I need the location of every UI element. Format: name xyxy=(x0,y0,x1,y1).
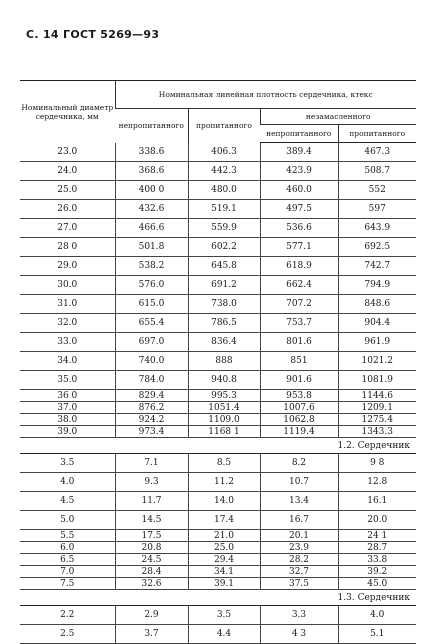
table-cell: 901.6 xyxy=(260,371,338,390)
table-cell: 37.5 xyxy=(260,578,338,590)
table-cell: 33.8 xyxy=(338,554,416,566)
table-cell: 643.9 xyxy=(338,219,416,238)
table-cell: 28.2 xyxy=(260,554,338,566)
table-cell: 24 1 xyxy=(338,530,416,542)
table-cell: 11.7 xyxy=(115,492,188,511)
table-row xyxy=(20,314,416,333)
table-cell: 27.0 xyxy=(20,219,115,238)
table-cell: 4 3 xyxy=(260,625,338,644)
table-cell: 3.5 xyxy=(20,454,115,473)
table-row xyxy=(20,554,416,566)
table-row xyxy=(20,473,416,492)
table-cell: 423.9 xyxy=(260,162,338,181)
table-cell: 406.3 xyxy=(188,143,260,162)
col-density-group-header: Номинальная линейная плотность сердечника, ктекс xyxy=(115,81,416,109)
table-cell: 7.0 xyxy=(20,566,115,578)
section-heading: 1.3. Сердечник xyxy=(337,592,410,603)
table-row xyxy=(20,333,416,352)
table-cell: 480.0 xyxy=(188,181,260,200)
table-cell: 14.0 xyxy=(188,492,260,511)
table-cell: 538.2 xyxy=(115,257,188,276)
table-row xyxy=(20,566,416,578)
table-cell: 1007.6 xyxy=(260,402,338,414)
table-row xyxy=(20,219,416,238)
table-cell: 28 0 xyxy=(20,238,115,257)
table-cell: 2.9 xyxy=(115,606,188,625)
table-cell: 14.5 xyxy=(115,511,188,530)
section-heading-row xyxy=(20,590,416,606)
table-row xyxy=(20,402,416,414)
table-row xyxy=(20,542,416,554)
table-cell: 501.8 xyxy=(115,238,188,257)
table-cell: 17.5 xyxy=(115,530,188,542)
table-cell: 1209.1 xyxy=(338,402,416,414)
table-cell: 29.4 xyxy=(188,554,260,566)
table-cell: 8.2 xyxy=(260,454,338,473)
table-cell: 20.1 xyxy=(260,530,338,542)
table-cell: 45.0 xyxy=(338,578,416,590)
table-cell: 4.4 xyxy=(188,625,260,644)
table-row xyxy=(20,276,416,295)
page-header: С. 14 ГОСТ 5269—93 xyxy=(26,28,160,41)
section-heading-row xyxy=(20,438,416,454)
table-cell: 1343.3 xyxy=(338,426,416,438)
table-cell: 697.0 xyxy=(115,333,188,352)
table-cell: 35.0 xyxy=(20,371,115,390)
table-cell: 904.4 xyxy=(338,314,416,333)
table-cell: 508.7 xyxy=(338,162,416,181)
table-cell: 707.2 xyxy=(260,295,338,314)
table-cell: 1119.4 xyxy=(260,426,338,438)
table-cell: 536.6 xyxy=(260,219,338,238)
table-cell: 662.4 xyxy=(260,276,338,295)
table-row xyxy=(20,492,416,511)
table-cell: 740.0 xyxy=(115,352,188,371)
table-cell: 33.0 xyxy=(20,333,115,352)
table-cell: 466.6 xyxy=(115,219,188,238)
table-cell: 552 xyxy=(338,181,416,200)
table-cell: 23.9 xyxy=(260,542,338,554)
table-row xyxy=(20,143,416,162)
table-cell: 1144.6 xyxy=(338,390,416,402)
table-cell: 467.3 xyxy=(338,143,416,162)
table-cell: 940.8 xyxy=(188,371,260,390)
table-cell: 497.5 xyxy=(260,200,338,219)
table-cell: 753.7 xyxy=(260,314,338,333)
table-row xyxy=(20,426,416,438)
table-cell: 801.6 xyxy=(260,333,338,352)
col-oiled-impregnated-header: пропитанного xyxy=(338,125,416,143)
table-cell: 995.3 xyxy=(188,390,260,402)
table-cell: 432.6 xyxy=(115,200,188,219)
table-cell: 338.6 xyxy=(115,143,188,162)
table-cell: 32.0 xyxy=(20,314,115,333)
table-row xyxy=(20,200,416,219)
table-cell: 6.5 xyxy=(20,554,115,566)
table-row xyxy=(20,530,416,542)
table-cell: 1051.4 xyxy=(188,402,260,414)
table-cell: 39.0 xyxy=(20,426,115,438)
table-cell: 618.9 xyxy=(260,257,338,276)
col-nonimpregnated-header: непропитанного xyxy=(115,109,188,143)
table-cell: 20.0 xyxy=(338,511,416,530)
table-cell: 31.0 xyxy=(20,295,115,314)
table-cell: 25.0 xyxy=(188,542,260,554)
table-cell: 5.0 xyxy=(20,511,115,530)
table-cell: 4.0 xyxy=(20,473,115,492)
table-cell: 1275.4 xyxy=(338,414,416,426)
table-cell: 1109.0 xyxy=(188,414,260,426)
table-cell: 786.5 xyxy=(188,314,260,333)
table-cell: 460.0 xyxy=(260,181,338,200)
table-cell: 10.7 xyxy=(260,473,338,492)
table-row xyxy=(20,162,416,181)
table-cell: 26.0 xyxy=(20,200,115,219)
table-cell: 836.4 xyxy=(188,333,260,352)
density-table xyxy=(20,80,416,644)
table-cell: 5.1 xyxy=(338,625,416,644)
table-cell: 7.5 xyxy=(20,578,115,590)
table-cell: 16.7 xyxy=(260,511,338,530)
table-cell: 24.0 xyxy=(20,162,115,181)
table-cell: 9 8 xyxy=(338,454,416,473)
table-cell: 32.7 xyxy=(260,566,338,578)
table-cell: 36 0 xyxy=(20,390,115,402)
table-row xyxy=(20,238,416,257)
table-cell: 12.8 xyxy=(338,473,416,492)
table-cell: 888 xyxy=(188,352,260,371)
table-row xyxy=(20,295,416,314)
table-row xyxy=(20,371,416,390)
table-cell: 8.5 xyxy=(188,454,260,473)
table-cell: 3.3 xyxy=(260,606,338,625)
table-cell: 602.2 xyxy=(188,238,260,257)
table-cell: 953.8 xyxy=(260,390,338,402)
col-diameter-header: Номинальный диаметр сердечника, мм xyxy=(20,81,115,143)
table-row xyxy=(20,257,416,276)
table-cell: 742.7 xyxy=(338,257,416,276)
table-cell: 20.8 xyxy=(115,542,188,554)
table-cell: 1021.2 xyxy=(338,352,416,371)
table-cell: 38.0 xyxy=(20,414,115,426)
table-row xyxy=(20,414,416,426)
table-cell: 961.9 xyxy=(338,333,416,352)
table-cell: 30.0 xyxy=(20,276,115,295)
table-cell: 655.4 xyxy=(115,314,188,333)
table-cell: 848.6 xyxy=(338,295,416,314)
table-cell: 876.2 xyxy=(115,402,188,414)
table-cell: 21.0 xyxy=(188,530,260,542)
table-cell: 1062.8 xyxy=(260,414,338,426)
table-cell: 3.7 xyxy=(115,625,188,644)
table-cell: 39.2 xyxy=(338,566,416,578)
table-cell: 368.6 xyxy=(115,162,188,181)
section-heading: 1.2. Сердечник xyxy=(337,440,410,451)
table-cell: 924.2 xyxy=(115,414,188,426)
table-cell: 400 0 xyxy=(115,181,188,200)
table-row xyxy=(20,625,416,644)
table-cell: 6.0 xyxy=(20,542,115,554)
col-oiled-group-header: незамасленного xyxy=(260,109,416,125)
table-cell: 37.0 xyxy=(20,402,115,414)
table-cell: 1081.9 xyxy=(338,371,416,390)
table-cell: 25.0 xyxy=(20,181,115,200)
table-cell: 784.0 xyxy=(115,371,188,390)
table-cell: 3.5 xyxy=(188,606,260,625)
table-cell: 577.1 xyxy=(260,238,338,257)
table-cell: 851 xyxy=(260,352,338,371)
table-row xyxy=(20,606,416,625)
table-cell: 692.5 xyxy=(338,238,416,257)
table-cell: 389.4 xyxy=(260,143,338,162)
table-cell: 29.0 xyxy=(20,257,115,276)
table-cell: 973.4 xyxy=(115,426,188,438)
table-cell: 2.5 xyxy=(20,625,115,644)
table-cell: 519.1 xyxy=(188,200,260,219)
table-row xyxy=(20,511,416,530)
table-cell: 4.5 xyxy=(20,492,115,511)
table-cell: 13.4 xyxy=(260,492,338,511)
col-oiled-nonimpregnated-header: непропитанного xyxy=(260,125,338,143)
col-impregnated-header: пропитанного xyxy=(188,109,260,143)
table-row xyxy=(20,454,416,473)
table-cell: 39.1 xyxy=(188,578,260,590)
table-cell: 5.5 xyxy=(20,530,115,542)
table-cell: 7.1 xyxy=(115,454,188,473)
table-row xyxy=(20,181,416,200)
table-cell: 16.1 xyxy=(338,492,416,511)
table-cell: 597 xyxy=(338,200,416,219)
table-cell: 32.6 xyxy=(115,578,188,590)
table-cell: 9.3 xyxy=(115,473,188,492)
table-cell: 442.3 xyxy=(188,162,260,181)
table-cell: 11.2 xyxy=(188,473,260,492)
table-cell: 615.0 xyxy=(115,295,188,314)
table-cell: 23.0 xyxy=(20,143,115,162)
table-cell: 34.1 xyxy=(188,566,260,578)
table-cell: 691.2 xyxy=(188,276,260,295)
table-cell: 794.9 xyxy=(338,276,416,295)
table-cell: 829.4 xyxy=(115,390,188,402)
table-cell: 28.7 xyxy=(338,542,416,554)
table-cell: 576.0 xyxy=(115,276,188,295)
table-row xyxy=(20,352,416,371)
table-cell: 24.5 xyxy=(115,554,188,566)
table-row xyxy=(20,578,416,590)
table-cell: 17.4 xyxy=(188,511,260,530)
table-cell: 1168 1 xyxy=(188,426,260,438)
table-cell: 28.4 xyxy=(115,566,188,578)
table-row xyxy=(20,390,416,402)
table-cell: 2.2 xyxy=(20,606,115,625)
table-cell: 34.0 xyxy=(20,352,115,371)
table-cell: 738.0 xyxy=(188,295,260,314)
table-cell: 559.9 xyxy=(188,219,260,238)
table-cell: 4.0 xyxy=(338,606,416,625)
table-cell: 645.8 xyxy=(188,257,260,276)
